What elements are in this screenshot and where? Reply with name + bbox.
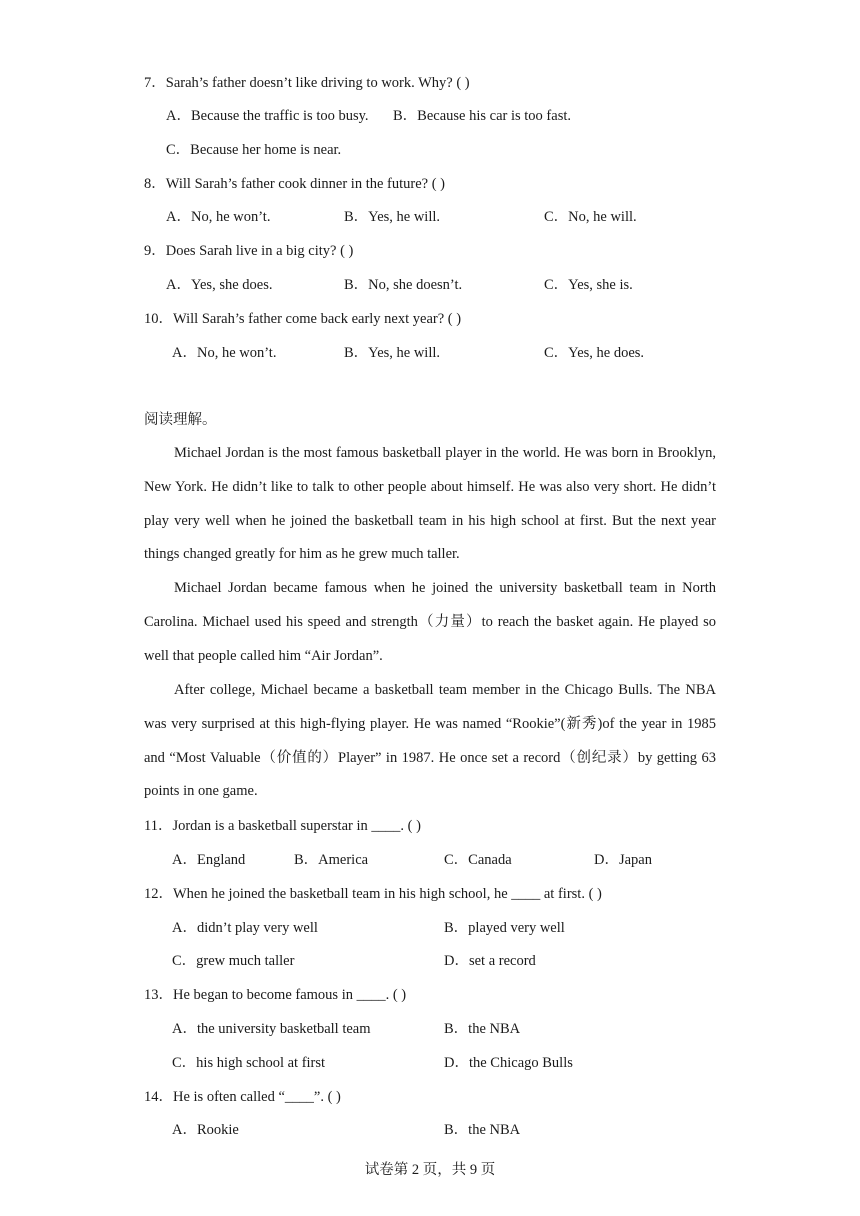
passage-paragraph-2: Michael Jordan became famous when he joined the university basketball team in North Carolina. Michael used his speed and strength（力量）to reach the basket again. He played so well that people called him “Air Jordan”. [144,580,716,664]
question-14-stem: 14．He is often called “____”. ( ) [144,1089,341,1105]
section-title: 阅读理解。 [144,412,217,428]
question-13-stem: 13．He began to become famous in ____. ( ) [144,987,407,1003]
passage-paragraph-3: After college, Michael became a basketball team member in the Chicago Bulls. The NBA was very surprised at this high-flying player. He was named “Rookie”(新秀)of the year in 1985 and “Most Valuable（价值的）Player” in 1987. He once set a record（创纪录）by getting 63 points in one game. [144,682,716,800]
question-10-option-b: B．Yes, he will. [344,345,441,361]
question-11-stem: 11．Jordan is a basketball superstar in ____. ( ) [144,818,421,834]
question-13-option-b: B．the NBA [444,1021,521,1037]
question-9-stem: 9．Does Sarah live in a big city? ( ) [144,243,354,259]
question-11-option-b: B．America [294,852,369,868]
question-12-stem: 12．When he joined the basketball team in his high school, he ____ at first. ( ) [144,886,602,902]
question-12-option-c: C．grew much taller [172,953,295,969]
question-8-option-b: B．Yes, he will. [344,209,441,225]
question-11-option-a: A．England [172,852,246,868]
question-14-option-a: A．Rookie [172,1122,239,1138]
question-7-stem: 7．Sarah’s father doesn’t like driving to work. Why? ( ) [144,75,470,91]
question-9-option-a: A．Yes, she does. [166,277,273,293]
question-12-option-a: A．didn’t play very well [172,920,318,936]
question-7-option-c: C．Because her home is near. [166,142,342,158]
question-10-option-c: C．Yes, he does. [544,345,645,361]
question-7-option-a: A．Because the traffic is too busy. [166,108,369,124]
question-13-option-d: D．the Chicago Bulls [444,1055,573,1071]
question-11-option-c: C．Canada [444,852,512,868]
question-8-stem: 8．Will Sarah’s father cook dinner in the future? ( ) [144,176,445,192]
question-12-option-d: D．set a record [444,953,536,969]
question-8-option-c: C．No, he will. [544,209,637,225]
question-13-option-a: A．the university basketball team [172,1021,371,1037]
question-13-option-c: C．his high school at first [172,1055,326,1071]
passage-paragraph-1: Michael Jordan is the most famous basketball player in the world. He was born in Brooklyn, New York. He didn’t like to talk to other people about himself. He was also very short. He didn’t play very well when he joined the basketball team in his high school at first. But the next year things changed greatly for him as he grew much taller. [144,445,716,563]
question-10-stem: 10．Will Sarah’s father come back early next year? ( ) [144,311,462,327]
question-7-option-b: B．Because his car is too fast. [393,108,571,124]
question-11-option-d: D．Japan [594,852,652,868]
question-9-option-c: C．Yes, she is. [544,277,633,293]
question-14-option-b: B．the NBA [444,1122,521,1138]
question-9-option-b: B．No, she doesn’t. [344,277,463,293]
question-12-option-b: B．played very well [444,920,565,936]
page-footer: 试卷第 2 页，共 9 页 [364,1162,496,1178]
question-10-option-a: A．No, he won’t. [172,345,277,361]
question-8-option-a: A．No, he won’t. [166,209,271,225]
